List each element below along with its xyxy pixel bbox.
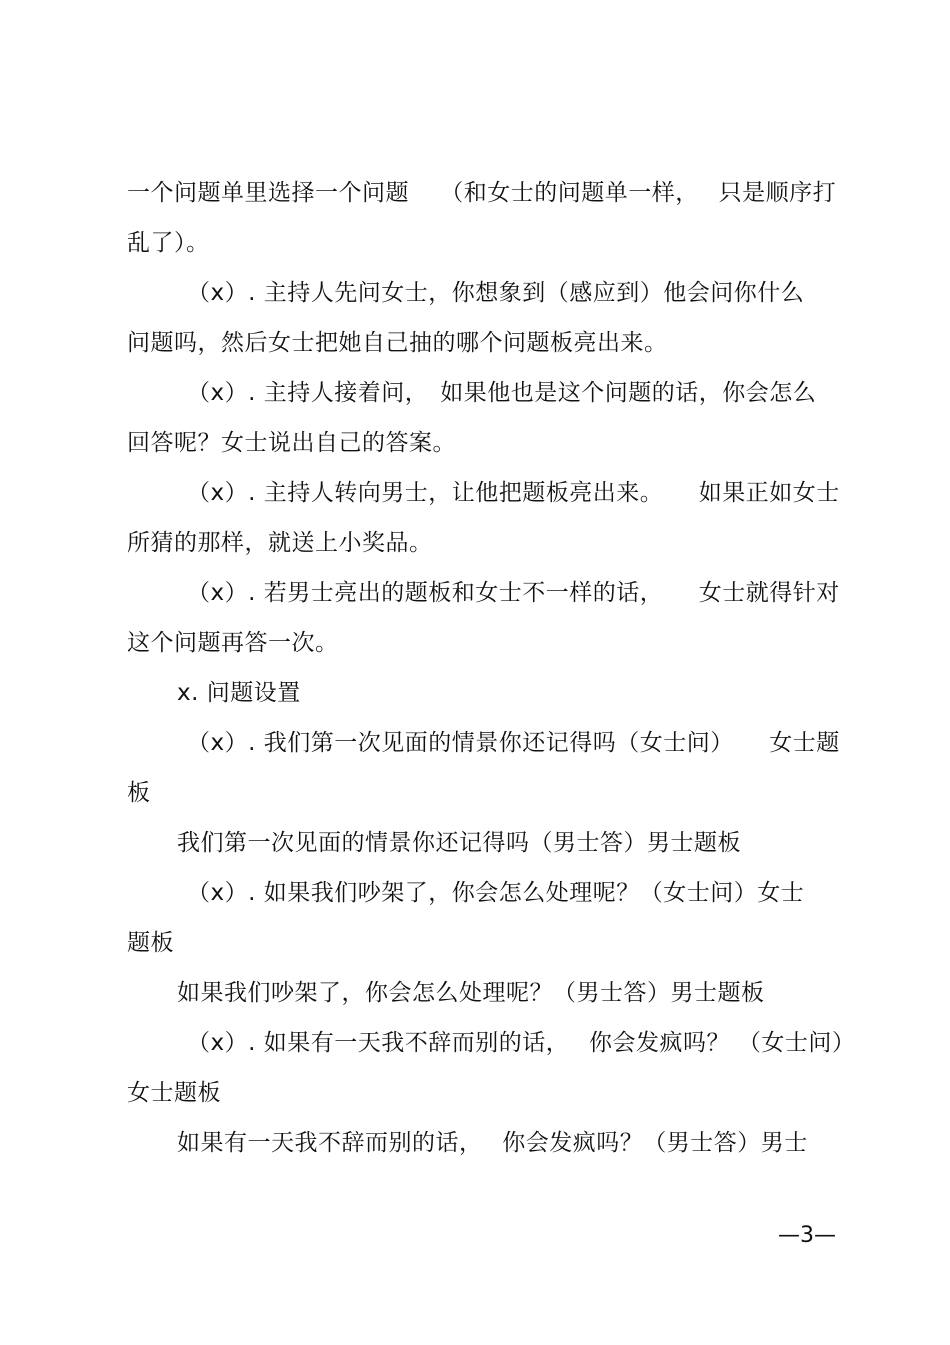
text-line: 女士题板: [127, 1080, 221, 1106]
text-line: 所猜的那样，就送上小奖品。: [127, 530, 433, 556]
text-line: 如果我们吵架了，你会怎么处理呢？（男士答）男士题板: [177, 980, 765, 1006]
text-line: （x）. 若男士亮出的题板和女士不一样的话， 女士就得针对: [187, 580, 840, 606]
text-line: （x）. 主持人转向男士，让他把题板亮出来。 如果正如女士: [187, 480, 840, 506]
text-line: 如果有一天我不辞而别的话， 你会发疯吗？（男士答）男士: [177, 1130, 808, 1156]
text-line: 乱了）。: [127, 230, 210, 256]
text-line: 一个问题单里选择一个问题 （和女士的问题单一样， 只是顺序打: [127, 180, 837, 206]
text-line: 板: [127, 780, 151, 806]
text-line: （x）. 主持人先问女士，你想象到（感应到）他会问你什么: [187, 280, 805, 306]
text-line: 这个问题再答一次。: [127, 630, 339, 656]
page-number: —3—: [778, 1223, 836, 1248]
text-line: （x）. 如果我们吵架了，你会怎么处理呢？（女士问）女士: [187, 880, 805, 906]
text-line: 问题吗，然后女士把她自己抽的哪个问题板亮出来。: [127, 330, 668, 356]
text-line: （x）. 主持人接着问， 如果他也是这个问题的话，你会怎么: [187, 380, 817, 406]
text-line: （x）. 如果有一天我不辞而别的话， 你会发疯吗？ （女士问）: [187, 1030, 856, 1056]
text-line: （x）. 我们第一次见面的情景你还记得吗（女士问） 女士题: [187, 730, 840, 756]
text-line: 我们第一次见面的情景你还记得吗（男士答）男士题板: [177, 830, 741, 856]
text-line: 回答呢？女士说出自己的答案。: [127, 430, 456, 456]
section-heading: x. 问题设置: [177, 680, 301, 706]
text-line: 题板: [127, 930, 174, 956]
